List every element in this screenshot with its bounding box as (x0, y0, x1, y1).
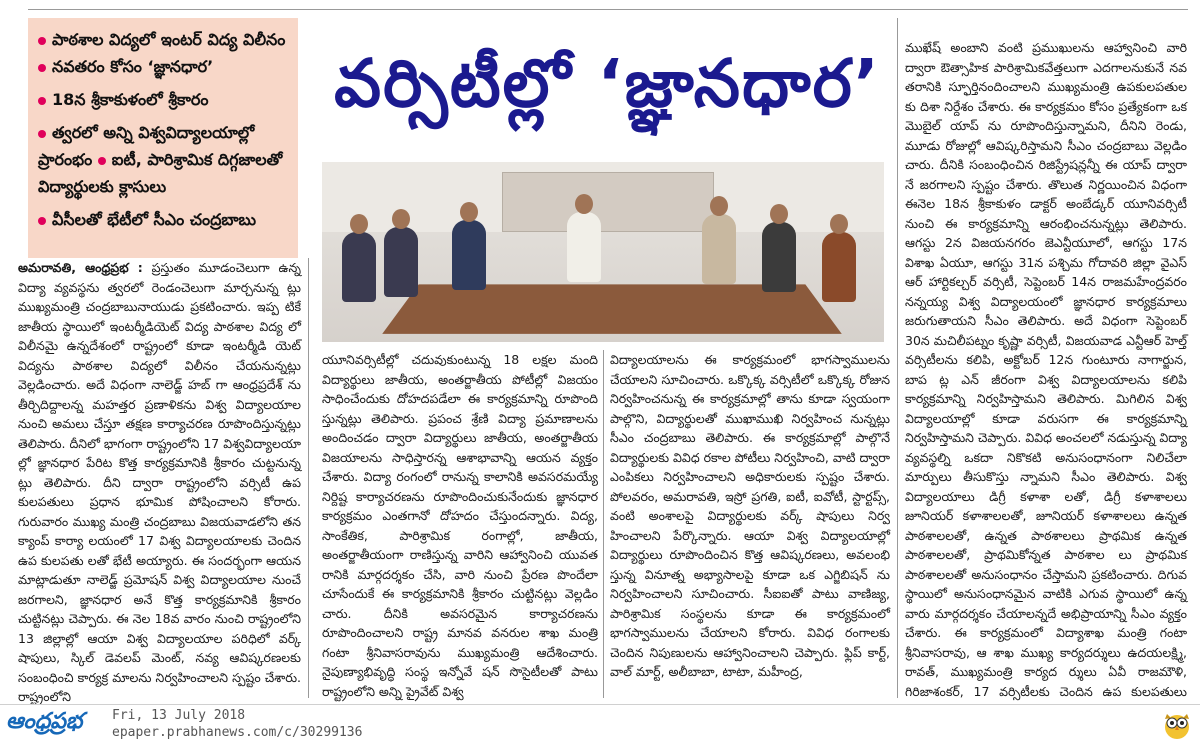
highlight-item: 18న శ్రీకాకుళంలో శ్రీకారం (38, 86, 288, 113)
photo-person-head (350, 214, 368, 234)
photo-person-head (392, 209, 410, 229)
photo-person (384, 227, 418, 297)
highlights-box (28, 18, 298, 258)
column-text: ముఖేష్ అంబాని వంటి ప్రముఖులను ఆహ్వానించి వారి ద్వారా ఔత్సాహిక పారిశ్రామికవేత్తలుగా ఎదగాలనుకునే నవ తరానికి స్ఫూర్తినందించాలని ముఖ్యమంత్రి ఉపకులపతుల కు దిశా నిర్దేశం చేశారు. ఈ కార్యక్రమం కోసం ప్రత్యేకంగా ఒక మొబైల్ యాప్ ను రూపొందిస్తున్నామని, దీనిని రెండు, మూడు రోజుల్లో ఆవిష్కరిస్తామని సీఎం చంద్రబాబు వెల్లడిం చారు. దీనికి సంబంధించిన రిజిస్ట్రేషన్లన్నీ ఈ యాప్ ద్వారా నే జరగాలని స్పష్టం చేశారు. తొలుత నిర్ణయించిన విధంగా ఈనెల 18న శ్రీకాకుళం డాక్టర్ అంబేడ్కర్ యూనివర్సిటీ నుంచి ఈ కార్యక్రమాన్ని ఆరంభించనున్నట్లు తెలిపారు. ఆగస్టు 2న విజయనగరం జెఎన్టీయూలో, ఆగస్టు 17న విశాఖ ఏయూ, ఆగస్టు 31న పశ్చిమ గోదావరి జిల్లా వైఎస్ ఆర్ హార్టికల్చర్ వర్సిటీ, సెప్టెంబర్ 14న రాజమహేంద్రవరం నన్నయ్య విశ్వ విద్యాలయంలో జ్ఞానధార కార్యక్రమాలు జరుగుతాయని సీఎం తెలిపారు. అదే విధంగా సెప్టెంబర్ 30న మచిలీపట్నం కృష్ణా వర్సిటీ, విజయవాడ ఎన్టీఆర్ హెల్త్ వర్సిటీలను కలిపి, అక్టోబర్ 12న గుంటూరు నాగార్జున, బాప ట్ల ఎన్ జీరంగా విశ్వ విద్యాలయాలను కలిపి కార్యక్రమాన్ని నిర్వహిస్తామని తెలిపారు. మిగిలిన విశ్వ విద్యాలయాల్లో కూడా వరుసగా ఈ కార్యక్రమాన్ని నిర్వహిస్తామని చెప్పారు. వివిధ అంచలలో నడుస్తున్న విద్యా వ్యవస్థల్ని ఒకదా నికొకటి అనుసంధానంగా నిలిచేలా మార్పులు తీసుకొస్తు న్నామని సీఎం తెలిపారు. విశ్వ విద్యాలయాలు డిగ్రీ కళాశా లతో, డిగ్రీ కళాశాలలు జూనియర్ కళాశాలలతో, జూనియర్ కళాశాలలు ఉన్నత పాఠశాలలతో, ఉన్నత పాఠశాలలు ప్రాథమిక ఉన్నత పాఠశాలలతో, ప్రాథమికోన్నత పాఠశాల లు ప్రాథమిక పాఠశాలలతో అనుసంధానం చేస్తామని ప్రకటించారు. దిగువ స్థాయిలో అనుసంధానమైన వాటికి ఎగువ స్థాయిలో ఉన్న వారు మార్గదర్శకం చేయాలన్నదే అభిప్రాయాన్ని సీఎం వ్యక్తం చేశారు. ఈ కార్యక్రమంలో విద్యాశాఖ మంత్రి గంటా శ్రీనివాసరావు, ఆ శాఖ ముఖ్య కార్యదర్శులు ఉదయలక్ష్మి, రావత్, ముఖ్యమంత్రి కార్యద ర్శులు ఏవీ రాజమౌళి, గిరిజాశంకర్, 17 వర్సిటీలకు చెందిన ఉప కులపతులు (905, 40, 1187, 699)
edition-url[interactable]: epaper.prabhanews.com/c/30299136 (112, 725, 363, 740)
article-column-4 (905, 38, 1187, 721)
article-column-1 (18, 258, 301, 707)
bullet-icon (38, 217, 46, 225)
photo-wall-panel (502, 172, 714, 232)
photo-person (702, 214, 736, 284)
photo-person-head (575, 194, 593, 214)
dateline: అమరావతి, ఆంధ్రప్రభ : (18, 260, 143, 275)
column-divider (897, 18, 898, 698)
photo-person (762, 222, 796, 292)
bullet-icon (38, 64, 46, 72)
column-divider (603, 350, 604, 698)
highlight-item: పాఠశాల విద్యలో ఇంటర్ విద్య విలీనం నవతరం కోసం ‘జ్ఞానధార’ (38, 26, 288, 80)
photo-person-head (710, 196, 728, 216)
owl-mascot-icon (1163, 708, 1191, 740)
newspaper-logo[interactable]: ఆంధ్రప్రభ (6, 709, 83, 734)
edition-date: Fri, 13 July 2018 (112, 708, 246, 723)
photo-person (567, 212, 601, 282)
bullet-icon (38, 97, 46, 105)
article-column-3 (610, 350, 890, 682)
highlight-item: త్వరలో అన్ని విశ్వవిద్యాలయాల్లో ప్రారంభం ఐటీ, పారిశ్రామిక దిగ్గజాలతో విద్యార్థులకు క్లాసులు (38, 123, 283, 196)
photo-person (342, 232, 376, 302)
article-column-2 (322, 350, 598, 701)
photo-person (822, 232, 856, 302)
column-text: విద్యాలయాలను ఈ కార్యక్రమంలో భాగస్వాములను చేయాలని సూచించారు. ఒక్కొక్క వర్సిటీలో ఒక్కొక్క రోజున నిర్వహించనున్న ఈ కార్యక్రమాల్లో తాను కూడా స్వయంగా పాల్గొని, విద్యార్థులతో ముఖాముఖి నిర్వహించ నున్నట్లు సీఎం చంద్రబాబు తెలిపారు. ఈ కార్యక్రమాల్లో పాల్గొనే విద్యార్థులకు వివిధ రకాల పోటీలు నిర్వహించి, వాటి ద్వారా ఎంపికలు నిర్వహించాలని అధికారులకు స్పష్టం చేశారు. పోలవరం, అమరావతి, ఇస్రో ప్రగతి, ఐటీ, ఐవోటీ, స్టార్టప్స్, వంటి అంశాలపై విద్యార్థులకు వర్క్ షాపులు నిర్వ హించాలని పేర్కొన్నారు. ఆయా విశ్వ విద్యాలయాల్లో విద్యార్థులు రూపొందించిన కొత్త ఆవిష్కరణలు, అవలంభి స్తున్న వినూత్న అభ్యాసాలపై కూడా ఒక ఎగ్జిబిషన్ ను నిర్వహించాలని సూచించారు. సీఐఐతో పాటు వాణిజ్య, పారిశ్రామిక సంస్థలను కూడా ఈ కార్యక్రమంలో భాగస్వాములను చేయాలని కోరారు. వివిధ రంగాలకు చెందిన నిపుణులను ఆహ్వానించాలని చెప్పారు. ఫ్లిప్ కార్ట్, వాల్ మార్ట్, అలీబాబా, టాటా, మహీంద్ర, (610, 352, 890, 679)
column-divider (308, 258, 309, 698)
photo-person (452, 220, 486, 290)
photo-person-head (460, 202, 478, 222)
photo-person-head (830, 214, 848, 234)
headline: వర్సిటీల్లో ‘జ్ఞానధార’ (334, 45, 881, 122)
column-text: యూనివర్సిటీల్లో చదువుకుంటున్న 18 లక్షల మంది విద్యార్థులు జాతీయ, అంతర్జాతీయ పోటీల్లో విజయం సాధించేందుకు దోహదపడేలా ఈ కార్యక్రమాన్ని రూపొంది స్తున్నట్లు తెలిపారు. ప్రపంచ శ్రేణి విద్యా ప్రమాణాలను అందించడం ద్వారా విద్యార్థులు జాతీయ, అంతర్జాతీయ విజయాలను సాధిస్తారన్న ఆశాభావాన్ని ఆయన వ్యక్తం చేశారు. విద్యా రంగంలో రానున్న కాలానికి అవసరమయ్యే నిర్దిష్ట కార్యాచరణను రూపొందించుకునేందుకు జ్ఞానధార కార్యక్రమం ఎంతగానో దోహదం చేస్తుందన్నారు. విద్య, సాంకేతిక, పారిశ్రామిక రంగాల్లో, జాతీయ, అంతర్జాతీయంగా రాణిస్తున్న వారిని ఆహ్వానించి యువత రానికి మార్గదర్శకం చేసి, వారి నుంచి ప్రేరణ పొందేలా చూసేందుకే ఈ కార్యక్రమానికి శ్రీకారం చుట్టినట్లు వెల్లడిం చారు. దీనికి అవసరమైన కార్యాచరణను రూపొందించాలని రాష్ట్ర మానవ వనరుల శాఖ మంత్రి గంటా శ్రీనివాసరావును ముఖ్యమంత్రి ఆదేశించారు. నైపుణ్యాభివృద్ధి సంస్థ ఇన్నోవే షన్ సొసైటీలతో పాటు రాష్ట్రంలోని అన్ని ప్రైవేట్ విశ్వ (322, 352, 598, 699)
top-rule (28, 9, 1188, 10)
highlight-item: వీసీలతో భేటీలో సీఎం చంద్రబాబు (38, 206, 288, 233)
bullet-icon (38, 37, 46, 45)
column-text: ప్రస్తుతం మూడంచెలుగా ఉన్న విద్యా వ్యవస్థను త్వరలో రెండంచెలుగా మార్చనున్న ట్లు ముఖ్యమంత్రి చంద్రబాబునాయుడు ప్రకటించారు. ఇప్ప టికే జాతీయ స్థాయిలో ఇంటర్మీడియెట్ విద్య పాఠశాల విద్య లో విలీనమై ఉన్నదేశంలో రాష్ట్రంలో కూడా ఇంటర్మీడి యెట్ విద్యను పాఠశాల విద్యలో విలీనం చేయనున్నట్లు వెల్లడించారు. అదే విధంగా నాలెడ్జ్ హబ్ గా ఆంధ్రప్రదేశ్ ను తీర్చిదిద్దాలన్న మహత్తర ప్రణాళికను విశ్వ విద్యాలయాల నుంచి అమలు చేస్తూ తక్షణ కార్యాచరణ రూపొందిస్తున్నట్లు తెలిపారు. దీనిలో భాగంగా రాష్ట్రంలోని 17 విశ్వవిద్యాలయా ల్లో జ్ఞానధార పేరిట కొత్త కార్యక్రమానికి శ్రీకారం చుట్టనున్న ట్లు తెలిపారు. దీని ద్వారా రాష్ట్రంలోని వర్సిటీ ఉప కులపతులు ప్రధాన భూమిక పోషించాలని కోరారు. గురువారం ముఖ్య మంత్రి చంద్రబాబు విజయవాడలోని తన క్యాంప్ కార్యా లయంలో 17 విశ్వ విద్యాలయాలకు చెందిన ఉప కులపతు లతో భేటీ అయ్యారు. ఈ సందర్భంగా ఆయన మాట్లాడుతూ నాలెడ్జ్ ప్రమోషన్ విశ్వ విద్యాలయాల నుంచే జరగాలని, జ్ఞానధార అనే కొత్త కార్యక్రమానికి శ్రీకారం చుట్టినట్లు చెప్పారు. ఈ నెల 18వ వారం నుంచి రాష్ట్రంలోని 13 జిల్లాల్లో ఆయా విశ్వ విద్యాలయాల పరిధిలో వర్క్ షాపులు, స్కిల్ డెవలప్ మెంట్, నవ్య ఆవిష్కరణలకు సంబంధించి కార్యక్ర మాలను నిర్వహించాలని స్పష్టం చేశారు. రాష్ట్రంలోని (18, 260, 301, 704)
photo-person-head (770, 204, 788, 224)
meeting-photo (322, 162, 884, 342)
bullet-icon (38, 130, 46, 138)
bullet-icon (98, 157, 106, 165)
